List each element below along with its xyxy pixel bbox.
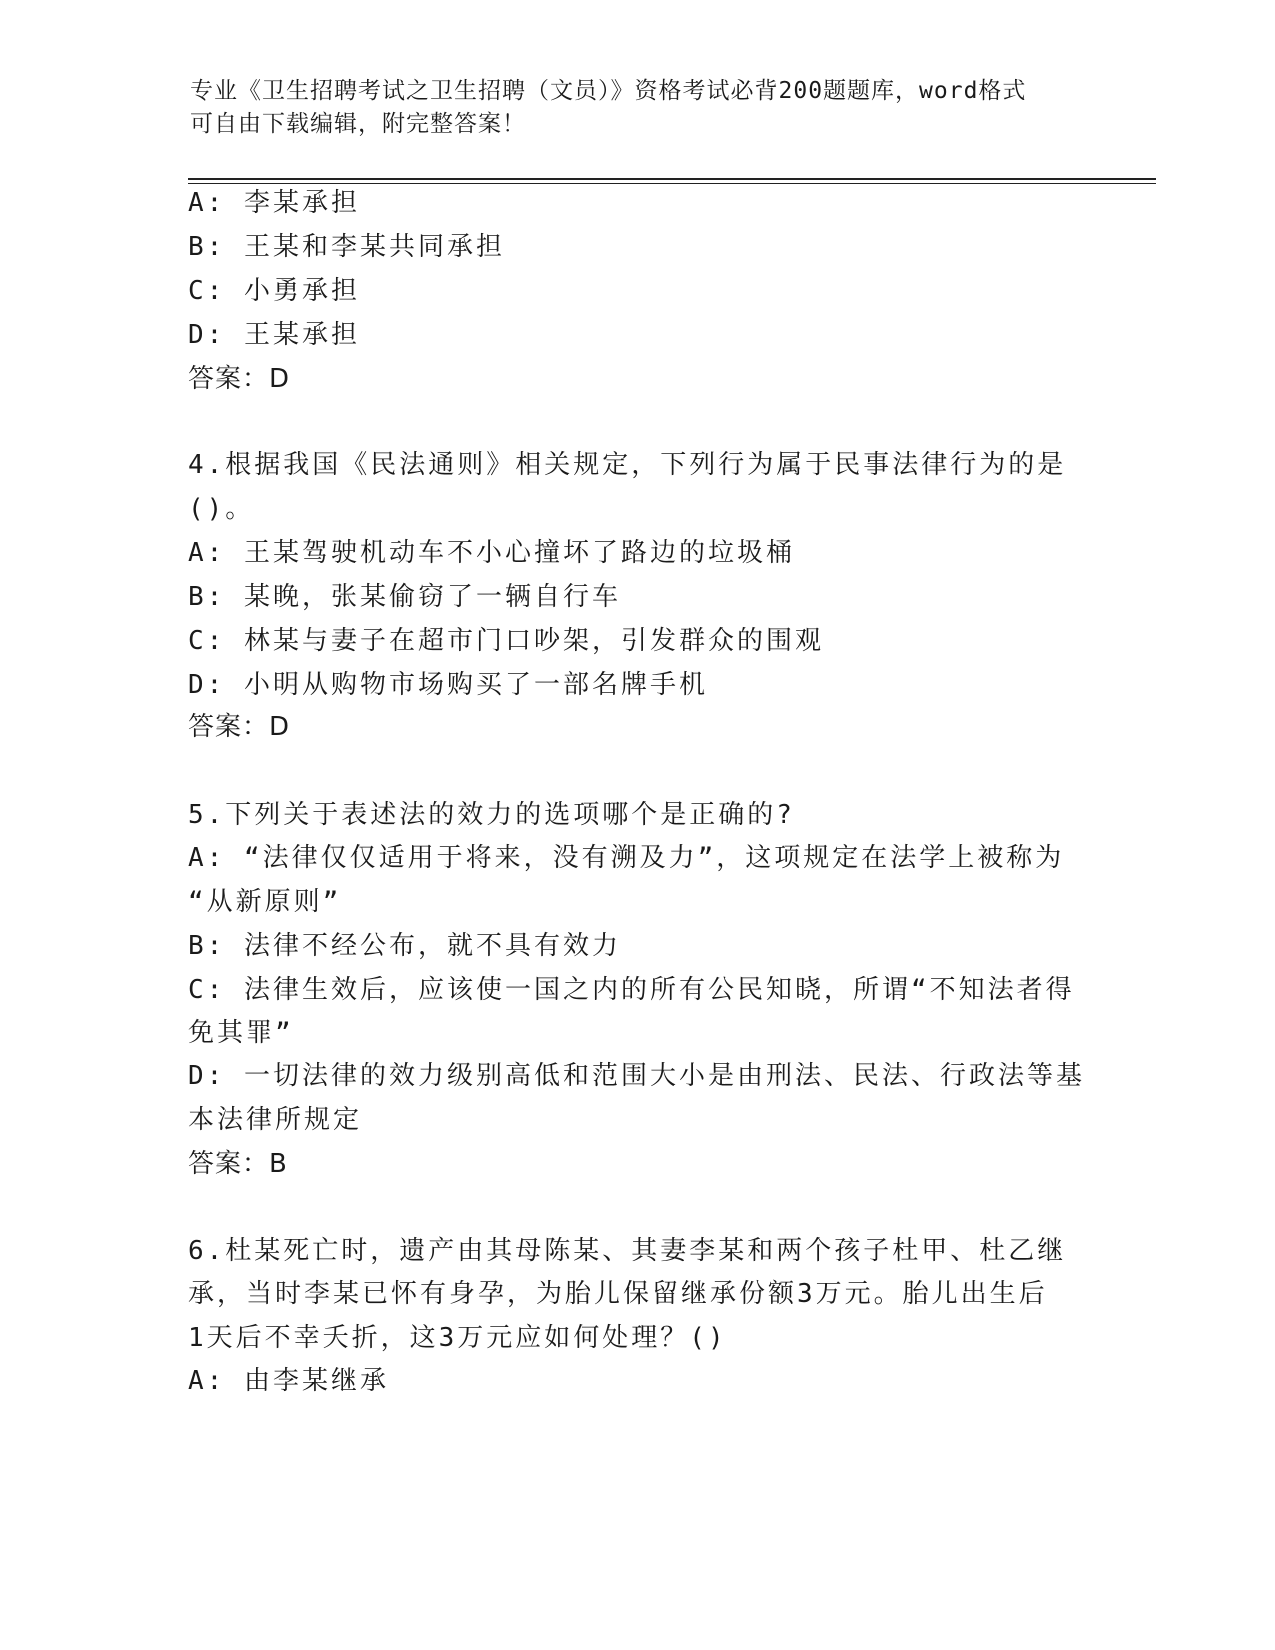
q5-option-d-line-1: D: 一切法律的效力级别高低和范围大小是由刑法、民法、行政法等基	[188, 1061, 1085, 1091]
q5-option-b: B: 法律不经公布，就不具有效力	[188, 931, 621, 961]
q4-stem-line-2: ()。	[188, 494, 255, 524]
header-line-2: 可自由下载编辑，附完整答案！	[190, 111, 526, 137]
header-rule-thin	[188, 183, 1156, 184]
q5-option-a-line-2: “从新原则”	[188, 887, 342, 917]
q4-option-d: D: 小明从购物市场购买了一部名牌手机	[188, 670, 708, 700]
q3-option-a: A: 李某承担	[188, 188, 360, 218]
q4-stem-line-1: 4.根据我国《民法通则》相关规定，下列行为属于民事法律行为的是	[188, 450, 1067, 480]
q4-option-c: C: 林某与妻子在超市门口吵架，引发群众的围观	[188, 626, 824, 656]
q3-option-b: B: 王某和李某共同承担	[188, 232, 505, 262]
q5-option-c-line-2: 免其罪”	[188, 1018, 294, 1048]
q6-stem-line-2: 承，当时李某已怀有身孕，为胎儿保留继承份额3万元。胎儿出生后	[188, 1279, 1048, 1309]
q3-answer: 答案：D	[188, 364, 291, 394]
q6-option-a: A: 由李某继承	[188, 1366, 389, 1396]
q6-stem-line-1: 6.杜某死亡时，遗产由其母陈某、其妻李某和两个孩子杜甲、杜乙继	[188, 1236, 1067, 1266]
document-header	[190, 75, 1090, 141]
q5-answer: 答案：B	[188, 1149, 288, 1179]
q3-option-d: D: 王某承担	[188, 320, 360, 350]
q4-option-a: A: 王某驾驶机动车不小心撞坏了路边的垃圾桶	[188, 538, 795, 568]
q4-answer: 答案：D	[188, 712, 291, 742]
q6-stem-line-3: 1天后不幸夭折，这3万元应如何处理？()	[188, 1323, 727, 1353]
q5-option-c-line-1: C: 法律生效后，应该使一国之内的所有公民知晓，所谓“不知法者得	[188, 975, 1075, 1005]
q3-option-c: C: 小勇承担	[188, 276, 360, 306]
header-rule-thick	[188, 178, 1156, 180]
header-line-1: 专业《卫生招聘考试之卫生招聘（文员）》资格考试必背200题题库，word格式	[190, 78, 1027, 104]
q4-option-b: B: 某晚，张某偷窃了一辆自行车	[188, 582, 621, 612]
q5-stem: 5.下列关于表述法的效力的选项哪个是正确的?	[188, 800, 795, 830]
q5-option-a-line-1: A: “法律仅仅适用于将来，没有溯及力”，这项规定在法学上被称为	[188, 843, 1065, 873]
q5-option-d-line-2: 本法律所规定	[188, 1105, 363, 1135]
